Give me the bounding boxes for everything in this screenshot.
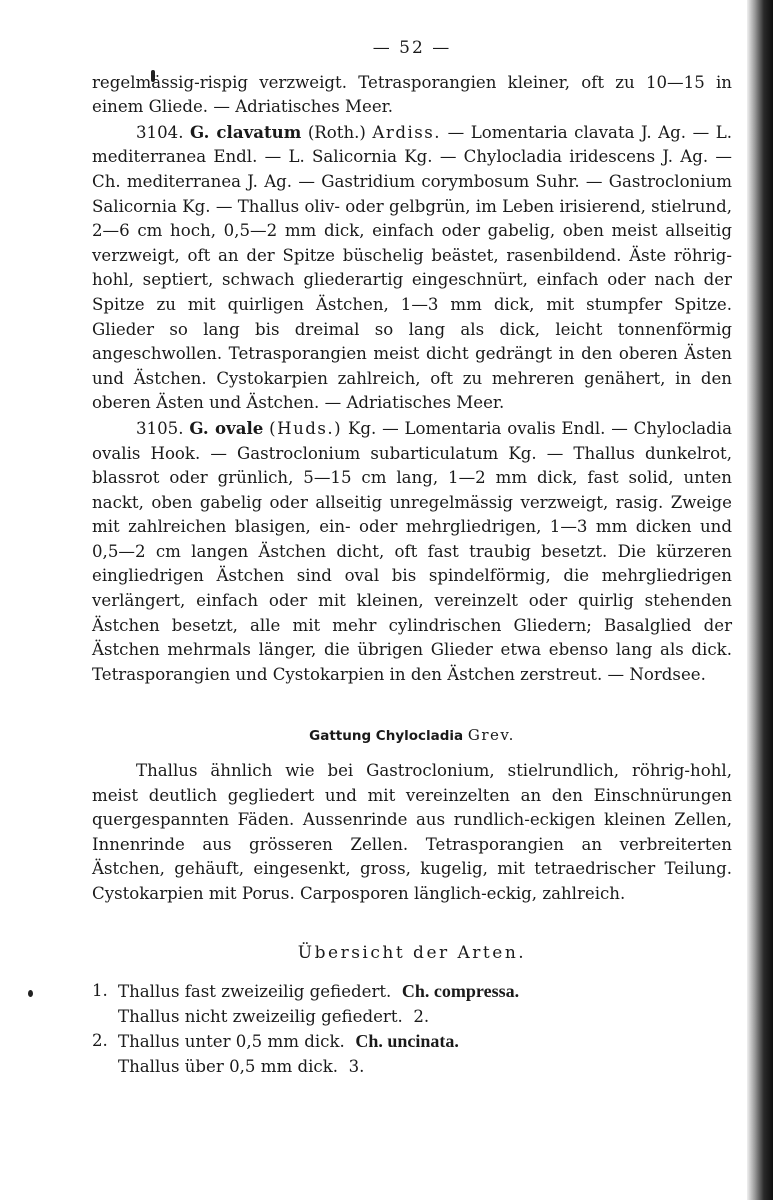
genus-heading xyxy=(92,723,732,749)
key-result: Ch. compressa. xyxy=(401,981,520,1002)
species-number: 3105. xyxy=(136,418,184,438)
key-alt-text: Thallus über 0,5 mm dick. xyxy=(118,1056,339,1076)
species-description: — Lomentaria clavata J. Ag. — L. mediterranea Endl. — L. Salicornia Kg. — Chylocladia iridescens J. Ag. — Ch. mediterranea J. Ag. — Gastridium corymbosum Suhr. — Gastroclonium Salicornia Kg. — Thallus oliv- oder gelbgrün, im Leben irisierend, stielrund, 2—6 cm hoch, 0,5—2 mm dick, einfach oder gabelig, oben meist allseitig verzweigt, oft an der Spitze büschelig beästet, rasenbildend. Äste röhrig-hohl, septiert, schwach gliederartig eingeschnürt, einfach oder nach der Spitze zu mit quirligen Ästchen, 1—3 mm dick, mit stumpfer Spitze. Glieder so lang bis dreimal so lang als dick, leicht tonnenförmig angeschwollen. Tetrasporangien meist dicht gedrängt in den oberen Ästen und Ästchen. Cystokarpien zahlreich, oft zu mehreren genähert, in den oberen Ästen und Ästchen. — Adriatisches Meer. xyxy=(92,122,733,413)
species-description: — Lomentaria ovalis Endl. — Chylocladia ovalis Hook. — Gastroclonium subarticulatum Kg. — Thallus dunkelrot, blassrot oder grünlich, 5—15 cm lang, 1—2 mm dick, fast solid, unten nackt, oben gabelig oder allseitig unregelmässig verzweigt, rasig. Zweige mit zahlreichen blasigen, ein- oder mehrgliedrigen, 1—3 mm dicken und 0,5—2 cm langen Ästchen dicht, oft fast traubig besetzt. Die kürzeren eingliedrigen Ästchen sind oval bis spindelförmig, die mehrgliedrigen verlängert, einfach oder mit kleinen, vereinzelt oder quirlig stehenden Ästchen besetzt, alle mit mehr cylindrischen Gliedern; Basalglied der Ästchen mehrmals länger, die übrigen Glieder etwa ebenso lang als dick. Tetrasporangien und Cystokarpien in den Ästchen zerstreut. — Nordsee. xyxy=(92,418,733,684)
species-name: G. clavatum xyxy=(190,121,302,142)
species-number: 3104. xyxy=(136,122,184,142)
key-number: 2. xyxy=(92,1031,108,1051)
species-key xyxy=(92,979,732,1079)
page-number: — 52 — xyxy=(372,38,452,58)
genus-description: Thallus ähnlich wie bei Gastroclonium, stielrundlich, röhrig-hohl, meist deutlich gegliedert und mit vereinzelten an den Einschnürungen quergespannten Fäden. Aussenrinde aus rundlich-eckigen kleinen Zellen, Innenrinde aus grösseren Zellen. Tetrasporangien an verbreiterten Ästchen, gehäuft, eingesenkt, gross, kugelig, mit tetraedrischer Teilung. Cystokarpien mit Porus. Carposporen länglich-eckig, zahlreich. xyxy=(92,761,732,903)
species-author-2: Ardiss. xyxy=(372,122,442,142)
ink-speck xyxy=(28,990,33,997)
key-item xyxy=(92,979,732,1029)
key-alt-line xyxy=(118,1055,732,1080)
species-author: (Huds.) xyxy=(269,418,343,438)
species-entry-3104 xyxy=(92,120,732,416)
species-entry-3105 xyxy=(92,416,732,688)
key-result: Ch. uncinata. xyxy=(355,1031,459,1052)
overview-title: Übersicht der Arten. xyxy=(297,942,527,963)
scan-dark-edge xyxy=(747,0,773,1200)
key-line xyxy=(118,979,732,1005)
genus-author: Grev. xyxy=(467,726,515,745)
species-name: G. ovale xyxy=(189,417,264,438)
key-alt-line xyxy=(118,1005,732,1030)
key-alt-ref: 3. xyxy=(348,1056,365,1076)
species-author-2: Kg. xyxy=(347,418,377,438)
species-author: (Roth.) xyxy=(307,122,366,142)
key-text: Thallus fast zweizeilig gefiedert. xyxy=(118,982,392,1002)
key-alt-text: Thallus nicht zweizeilig gefiedert. xyxy=(118,1006,403,1026)
key-line xyxy=(118,1029,732,1055)
key-text: Thallus unter 0,5 mm dick. xyxy=(118,1032,345,1052)
key-item xyxy=(92,1029,732,1079)
key-number: 1. xyxy=(92,981,108,1001)
document-page xyxy=(92,36,732,1080)
key-alt-ref: 2. xyxy=(413,1006,430,1026)
genus-label: Gattung Chylocladia xyxy=(309,728,464,745)
paragraph-text: regelmässig-rispig verzweigt. Tetrasporangien kleiner, oft zu 10—15 in einem Gliede. — Adriatisches Meer. xyxy=(92,72,732,117)
paragraph-continuation xyxy=(92,71,732,120)
